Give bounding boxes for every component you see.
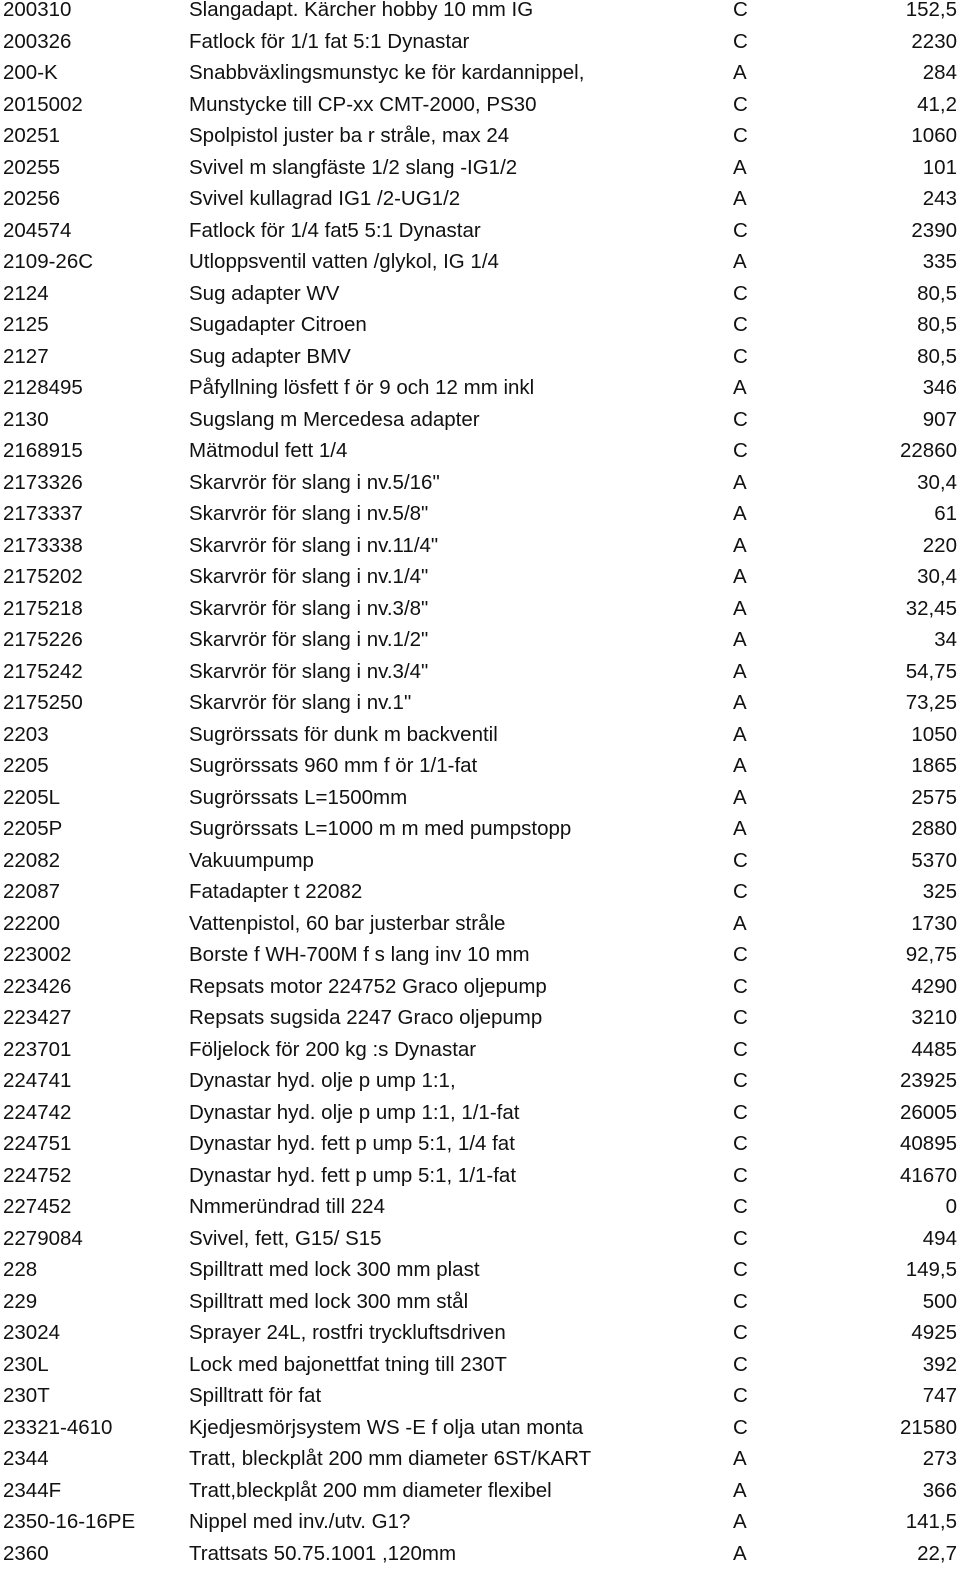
description-cell: Skarvrör för slang i nv.5/8" (189, 502, 429, 525)
table-row (0, 246, 960, 278)
price-cell: 907 (922, 407, 957, 431)
price-cell: 4290 (911, 974, 957, 998)
article-number-cell: 223701 (3, 1037, 72, 1061)
table-row (0, 845, 960, 877)
description-cell: Utloppsventil vatten /glykol, IG 1/4 (189, 250, 499, 273)
description-cell: Vakuumpump (189, 848, 314, 872)
price-cell: 26005 (899, 1100, 957, 1124)
class-code-cell: C (733, 407, 748, 431)
article-number-cell: 2173338 (3, 533, 83, 557)
article-number-cell: 200-K (3, 61, 58, 84)
article-number-cell: 2124 (3, 281, 49, 305)
class-code-cell: C (733, 1100, 748, 1124)
table-row (0, 215, 960, 247)
description-cell: Sprayer 24L, rostfri tryckluftsdriven (189, 1321, 506, 1344)
class-code-cell: A (733, 502, 747, 525)
class-code-cell: C (733, 92, 748, 116)
description-cell: Sugadapter Citroen (189, 313, 367, 336)
price-cell: 1730 (911, 911, 957, 935)
description-cell: Skarvrör för slang i nv.1/4" (189, 565, 429, 588)
description-cell: Repsats motor 224752 Graco oljepump (189, 974, 547, 998)
description-cell: Dynastar hyd. fett p ump 5:1, 1/4 fat (189, 1132, 515, 1155)
class-code-cell: A (733, 722, 747, 746)
class-code-cell: C (733, 1352, 748, 1376)
class-code-cell: C (733, 1321, 748, 1344)
table-row (0, 26, 960, 58)
price-cell: 54,75 (905, 659, 957, 683)
table-row (0, 1317, 960, 1349)
table-row (0, 908, 960, 940)
table-row (0, 1412, 960, 1444)
description-cell: Sug adapter WV (189, 281, 340, 305)
article-number-cell: 22087 (3, 880, 61, 903)
class-code-cell: C (733, 1226, 748, 1250)
description-cell: Sugrörssats L=1500mm (189, 785, 408, 809)
description-cell: Svivel kullagrad IG1 /2-UG1/2 (189, 187, 461, 210)
class-code-cell: A (733, 754, 747, 777)
table-row (0, 876, 960, 908)
price-cell: 500 (922, 1289, 957, 1313)
price-cell: 1865 (911, 754, 957, 777)
table-row (0, 782, 960, 814)
class-code-cell: C (733, 218, 748, 242)
article-number-cell: 224752 (3, 1163, 72, 1187)
price-cell: 41,2 (917, 92, 957, 116)
price-cell: 494 (922, 1226, 957, 1250)
table-row (0, 1443, 960, 1475)
article-number-cell: 23024 (3, 1321, 61, 1344)
table-row (0, 152, 960, 184)
class-code-cell: C (733, 1163, 748, 1187)
price-cell: 284 (922, 61, 957, 84)
price-cell: 61 (934, 502, 957, 525)
price-cell: 141,5 (905, 1510, 957, 1533)
class-code-cell: C (733, 344, 748, 368)
price-cell: 335 (922, 250, 957, 273)
class-code-cell: A (733, 1510, 747, 1533)
article-number-cell: 20255 (3, 155, 61, 179)
class-code-cell: C (733, 29, 748, 53)
price-cell: 392 (922, 1352, 957, 1376)
description-cell: Spolpistol juster ba r stråle, max 24 (189, 124, 510, 147)
article-number-cell: 2350-16-16PE (3, 1510, 136, 1533)
table-row (0, 89, 960, 121)
table-row (0, 1254, 960, 1286)
article-number-cell: 2205P (3, 817, 63, 840)
table-row (0, 183, 960, 215)
class-code-cell: C (733, 943, 748, 966)
article-number-cell: 2175226 (3, 628, 83, 651)
price-cell: 325 (922, 880, 957, 903)
class-code-cell: C (733, 880, 748, 903)
table-row (0, 719, 960, 751)
description-cell: Repsats sugsida 2247 Graco oljepump (189, 1006, 543, 1029)
price-cell: 22860 (899, 439, 957, 462)
class-code-cell: C (733, 124, 748, 147)
description-cell: Spilltratt för fat (189, 1384, 322, 1407)
description-cell: Munstycke till CP-xx CMT-2000, PS30 (189, 92, 537, 116)
class-code-cell: C (733, 1069, 748, 1092)
description-cell: Skarvrör för slang i nv.11/4" (189, 533, 439, 557)
price-cell: 41670 (899, 1163, 957, 1187)
article-number-cell: 227452 (3, 1195, 72, 1218)
article-number-cell: 2205L (3, 785, 61, 809)
table-row (0, 1160, 960, 1192)
article-number-cell: 2175202 (3, 565, 83, 588)
description-cell: Skarvrör för slang i nv.5/16" (189, 470, 440, 494)
price-cell: 22,7 (917, 1541, 957, 1565)
class-code-cell: C (733, 1132, 748, 1155)
article-number-cell: 22082 (3, 848, 61, 872)
table-row (0, 1538, 960, 1569)
table-row (0, 561, 960, 593)
article-number-cell: 204574 (3, 218, 72, 242)
table-row (0, 57, 960, 89)
article-number-cell: 2015002 (3, 92, 83, 116)
article-number-cell: 23321-4610 (3, 1415, 113, 1439)
price-cell: 149,5 (905, 1258, 957, 1281)
class-code-cell: A (733, 911, 747, 935)
price-cell: 2575 (911, 785, 957, 809)
description-cell: Vattenpistol, 60 bar justerbar stråle (189, 911, 506, 935)
description-cell: Trattsats 50.75.1001 ,120mm (189, 1541, 457, 1565)
table-row (0, 467, 960, 499)
class-code-cell: A (733, 628, 747, 651)
table-row (0, 593, 960, 625)
description-cell: Nippel med inv./utv. G1? (189, 1510, 411, 1533)
description-cell: Fatlock för 1/1 fat 5:1 Dynastar (189, 29, 470, 53)
description-cell: Svivel m slangfäste 1/2 slang -IG1/2 (189, 155, 518, 179)
class-code-cell: A (733, 659, 747, 683)
price-cell: 3210 (911, 1006, 957, 1029)
article-number-cell: 2175242 (3, 659, 83, 683)
description-cell: Nmmeründrad till 224 (189, 1195, 385, 1218)
description-cell: Skarvrör för slang i nv.1/2" (189, 628, 429, 651)
price-cell: 73,25 (905, 691, 957, 714)
table-row (0, 498, 960, 530)
table-row (0, 1286, 960, 1318)
price-cell: 32,45 (905, 596, 957, 620)
price-cell: 5370 (911, 848, 957, 872)
class-code-cell: A (733, 1447, 747, 1470)
article-number-cell: 2173337 (3, 502, 83, 525)
table-row (0, 624, 960, 656)
class-code-cell: A (733, 1541, 747, 1565)
description-cell: Skarvrör för slang i nv.3/8" (189, 596, 429, 620)
article-number-cell: 230L (3, 1352, 49, 1376)
description-cell: Dynastar hyd. olje p ump 1:1, (189, 1069, 456, 1092)
table-row (0, 971, 960, 1003)
article-number-cell: 224742 (3, 1100, 72, 1124)
article-number-cell: 223427 (3, 1006, 72, 1029)
class-code-cell: A (733, 533, 747, 557)
price-cell: 23925 (899, 1069, 957, 1092)
table-row (0, 1223, 960, 1255)
description-cell: Spilltratt med lock 300 mm stål (189, 1289, 469, 1313)
price-cell: 2390 (911, 218, 957, 242)
article-number-cell: 2175218 (3, 596, 83, 620)
class-code-cell: A (733, 376, 747, 399)
class-code-cell: C (733, 1258, 748, 1281)
table-row (0, 530, 960, 562)
class-code-cell: A (733, 691, 747, 714)
description-cell: Fatlock för 1/4 fat5 5:1 Dynastar (189, 218, 481, 242)
class-code-cell: C (733, 974, 748, 998)
description-cell: Tratt,bleckplåt 200 mm diameter flexibel (189, 1478, 552, 1502)
table-row (0, 404, 960, 436)
price-cell: 21580 (899, 1415, 957, 1439)
price-cell: 4485 (911, 1037, 957, 1061)
class-code-cell: A (733, 61, 747, 84)
price-cell: 92,75 (905, 943, 957, 966)
article-number-cell: 20251 (3, 124, 61, 147)
description-cell: Snabbväxlingsmunstyc ke för kardannippel, (189, 61, 585, 84)
class-code-cell: A (733, 785, 747, 809)
table-row (0, 372, 960, 404)
description-cell: Fatadapter t 22082 (189, 880, 363, 903)
table-row (0, 120, 960, 152)
article-number-cell: 223002 (3, 943, 72, 966)
class-code-cell: A (733, 596, 747, 620)
price-cell: 2880 (911, 817, 957, 840)
description-cell: Slangadapt. Kärcher hobby 10 mm IG (189, 0, 534, 21)
table-row (0, 1349, 960, 1381)
table-row (0, 687, 960, 719)
article-number-cell: 2205 (3, 754, 49, 777)
price-cell: 0 (945, 1195, 957, 1218)
description-cell: Lock med bajonettfat tning till 230T (189, 1352, 507, 1376)
description-cell: Sug adapter BMV (189, 344, 351, 368)
price-cell: 273 (922, 1447, 957, 1470)
class-code-cell: C (733, 1037, 748, 1061)
article-number-cell: 200326 (3, 29, 72, 53)
table-row (0, 1034, 960, 1066)
table-row (0, 939, 960, 971)
class-code-cell: A (733, 565, 747, 588)
article-number-cell: 223426 (3, 974, 72, 998)
table-row (0, 1380, 960, 1412)
price-cell: 366 (922, 1478, 957, 1502)
price-cell: 80,5 (917, 281, 957, 305)
class-code-cell: C (733, 0, 748, 21)
price-cell: 346 (922, 376, 957, 399)
description-cell: Dynastar hyd. olje p ump 1:1, 1/1-fat (189, 1100, 520, 1124)
article-number-cell: 2127 (3, 344, 49, 368)
price-cell: 40895 (899, 1132, 957, 1155)
description-cell: Sugslang m Mercedesa adapter (189, 407, 480, 431)
price-cell: 4925 (911, 1321, 957, 1344)
description-cell: Sugrörssats L=1000 m m med pumpstopp (189, 817, 572, 840)
price-cell: 101 (922, 155, 957, 179)
price-cell: 243 (922, 187, 957, 210)
class-code-cell: C (733, 1195, 748, 1218)
table-row (0, 0, 960, 26)
price-cell: 152,5 (905, 0, 957, 21)
description-cell: Borste f WH-700M f s lang inv 10 mm (189, 943, 530, 966)
article-number-cell: 2203 (3, 722, 49, 746)
class-code-cell: A (733, 470, 747, 494)
table-row (0, 1097, 960, 1129)
article-number-cell: 224751 (3, 1132, 72, 1155)
article-number-cell: 230T (3, 1384, 50, 1407)
price-cell: 2230 (911, 29, 957, 53)
article-number-cell: 2128495 (3, 376, 83, 399)
table-row (0, 278, 960, 310)
table-row (0, 656, 960, 688)
table-row (0, 309, 960, 341)
class-code-cell: A (733, 250, 747, 273)
article-number-cell: 200310 (3, 0, 72, 21)
article-number-cell: 2168915 (3, 439, 83, 462)
description-cell: Dynastar hyd. fett p ump 5:1, 1/1-fat (189, 1163, 517, 1187)
class-code-cell: C (733, 1006, 748, 1029)
article-number-cell: 2360 (3, 1541, 49, 1565)
price-cell: 747 (922, 1384, 957, 1407)
article-number-cell: 229 (3, 1289, 38, 1313)
article-number-cell: 2175250 (3, 691, 83, 714)
article-number-cell: 2344 (3, 1447, 49, 1470)
table-row (0, 813, 960, 845)
table-row (0, 341, 960, 373)
description-cell: Spilltratt med lock 300 mm plast (189, 1258, 480, 1281)
class-code-cell: C (733, 1289, 748, 1313)
class-code-cell: A (733, 817, 747, 840)
class-code-cell: C (733, 439, 748, 462)
description-cell: Svivel, fett, G15/ S15 (189, 1226, 382, 1250)
price-cell: 1050 (911, 722, 957, 746)
description-cell: Tratt, bleckplåt 200 mm diameter 6ST/KART (189, 1447, 592, 1470)
table-row (0, 1002, 960, 1034)
class-code-cell: C (733, 313, 748, 336)
article-number-cell: 2130 (3, 407, 49, 431)
article-number-cell: 2344F (3, 1478, 62, 1502)
price-cell: 80,5 (917, 313, 957, 336)
price-cell: 34 (934, 628, 957, 651)
table-row (0, 1191, 960, 1223)
price-cell: 30,4 (917, 565, 957, 588)
price-cell: 1060 (911, 124, 957, 147)
class-code-cell: C (733, 1415, 748, 1439)
description-cell: Påfyllning lösfett f ör 9 och 12 mm inkl (189, 376, 535, 399)
table-row (0, 750, 960, 782)
article-number-cell: 20256 (3, 187, 61, 210)
article-number-cell: 228 (3, 1258, 38, 1281)
article-number-cell: 22200 (3, 911, 61, 935)
table-row (0, 1475, 960, 1507)
article-number-cell: 2109-26C (3, 250, 94, 273)
description-cell: Skarvrör för slang i nv.1" (189, 691, 412, 714)
price-cell: 80,5 (917, 344, 957, 368)
description-cell: Mätmodul fett 1/4 (189, 439, 348, 462)
description-cell: Kjedjesmörjsystem WS -E f olja utan monta (189, 1415, 584, 1439)
price-cell: 30,4 (917, 470, 957, 494)
article-number-cell: 224741 (3, 1069, 72, 1092)
class-code-cell: A (733, 1478, 747, 1502)
class-code-cell: C (733, 848, 748, 872)
article-number-cell: 2173326 (3, 470, 83, 494)
description-cell: Sugrörssats för dunk m backventil (189, 722, 498, 746)
class-code-cell: A (733, 155, 747, 179)
description-cell: Skarvrör för slang i nv.3/4" (189, 659, 429, 683)
table-row (0, 435, 960, 467)
description-cell: Sugrörssats 960 mm f ör 1/1-fat (189, 754, 478, 777)
description-cell: Följelock för 200 kg :s Dynastar (189, 1037, 477, 1061)
class-code-cell: C (733, 1384, 748, 1407)
article-number-cell: 2279084 (3, 1226, 83, 1250)
table-row (0, 1128, 960, 1160)
table-row (0, 1065, 960, 1097)
price-cell: 220 (922, 533, 957, 557)
class-code-cell: C (733, 281, 748, 305)
class-code-cell: A (733, 187, 747, 210)
article-number-cell: 2125 (3, 313, 49, 336)
table-row (0, 1506, 960, 1538)
